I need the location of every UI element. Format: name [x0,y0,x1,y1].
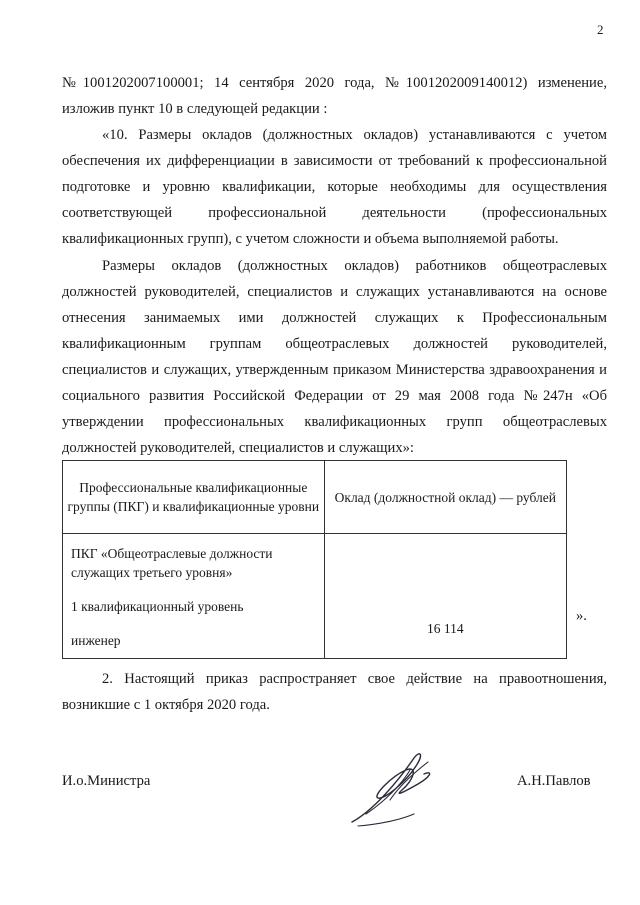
paragraph-point-10: «10. Размеры окладов (должностных окладов) устанавливаются с учетом обеспечения их дифференциации в зависимости от требований к профессиональной подготовке и уровню квалификации, которые необходимы для осуществления соответствующей профессиональной деятельности (профессиональных квалификационных групп), с учетом сложности и объема выполняемой работы. [62,127,607,247]
closing-quote: ». [576,608,587,624]
page-number: 2 [597,22,604,37]
signature-icon [344,740,440,832]
pkg-name: ПКГ «Общеотраслевые должности служащих третьего уровня» [71,546,273,580]
table-header-qualification-groups: Профессиональные квалификационные группы (ПКГ) и квалификационные уровни [63,461,325,534]
position-title: инженер [71,633,121,648]
table-row [63,534,567,659]
table-cell-salary [324,534,566,659]
table-header-row [63,461,567,534]
salary-table [62,460,567,659]
qualification-level: 1 квалификационный уровень [71,599,244,614]
table-cell-qualification [63,534,325,659]
table-header-salary: Оклад (должностной оклад) — рублей [324,461,566,534]
signer-name: А.Н.Павлов [517,773,591,789]
paragraph-salary-basis: Размеры окладов (должностных окладов) работников общеотраслевых должностей руководителей, специалистов и служащих устанавливаются на основе отнесения занимаемых ими должностей служащих к Профессиональным квалификационным группам общеотраслевых должностей руководителей, специалистов и служащих, утвержденным приказом Министерства здравоохранения и социального развития Российской Федерации от 29 мая 2008 года №247н «Об утверждении профессиональных квалификационных групп общеотраслевых должностей руководителей, специалистов и служащих»: [62,258,607,456]
salary-value: 16 114 [427,621,464,636]
acting-minister-label: И.о.Министра [62,773,151,789]
paragraph-effective-date: 2. Настоящий приказ распространяет свое действие на правоотношения, возникшие с 1 октября 2020 года. [62,671,607,713]
paragraph-amendment-intro: №1001202007100001; 14 сентября 2020 года, №1001202009140012) изменение, изложив пункт 10 в следующей редакции : [62,75,607,117]
